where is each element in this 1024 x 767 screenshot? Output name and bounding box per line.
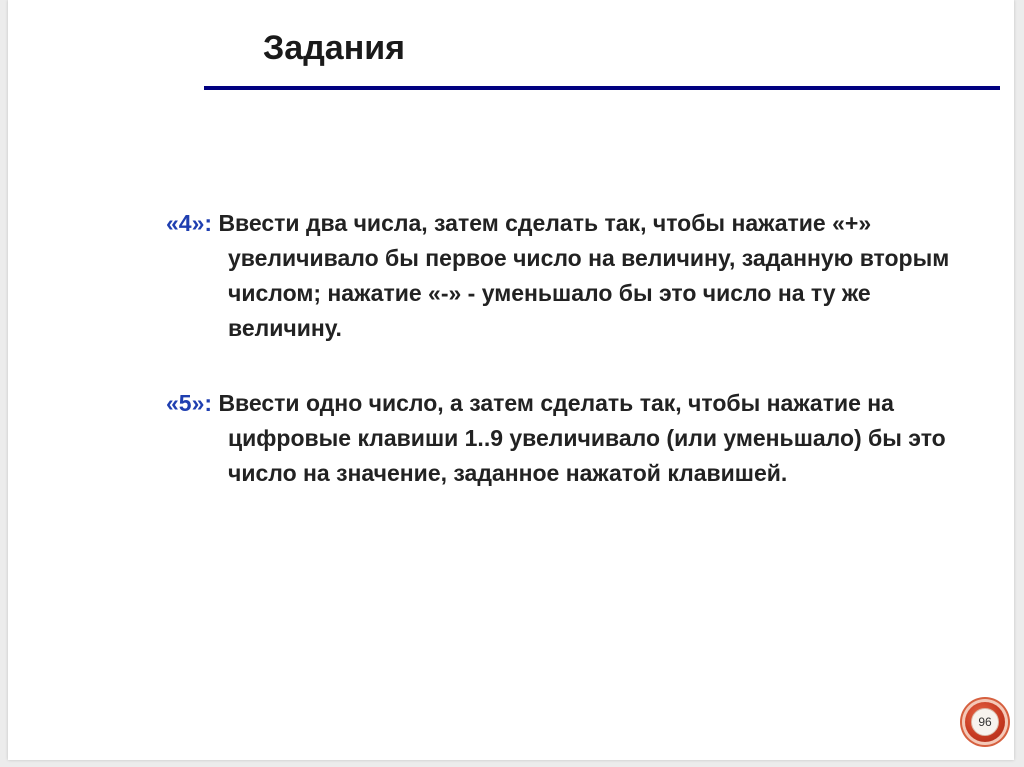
slide: [8, 0, 1014, 760]
page-number: 96: [971, 708, 999, 736]
task-4-tag: «4»:: [166, 210, 213, 236]
task-4: [166, 206, 988, 346]
slide-title: Задания: [263, 29, 405, 67]
page-number-badge: [965, 702, 1005, 742]
task-4-text: Ввести два числа, затем сделать так, чтобы нажатие «+» увеличивало бы первое число на величину, заданную вторым числом; нажатие «-» - уменьшало бы это число на ту же величину.: [218, 210, 950, 341]
title-underline: [204, 86, 1000, 90]
task-5-text: Ввести одно число, а затем сделать так, чтобы нажатие на цифровые клавиши 1..9 увеличивало (или уменьшало) бы это число на значение, заданное нажатой клавишей.: [218, 390, 946, 486]
task-5: [166, 386, 988, 491]
task-5-tag: «5»:: [166, 390, 213, 416]
